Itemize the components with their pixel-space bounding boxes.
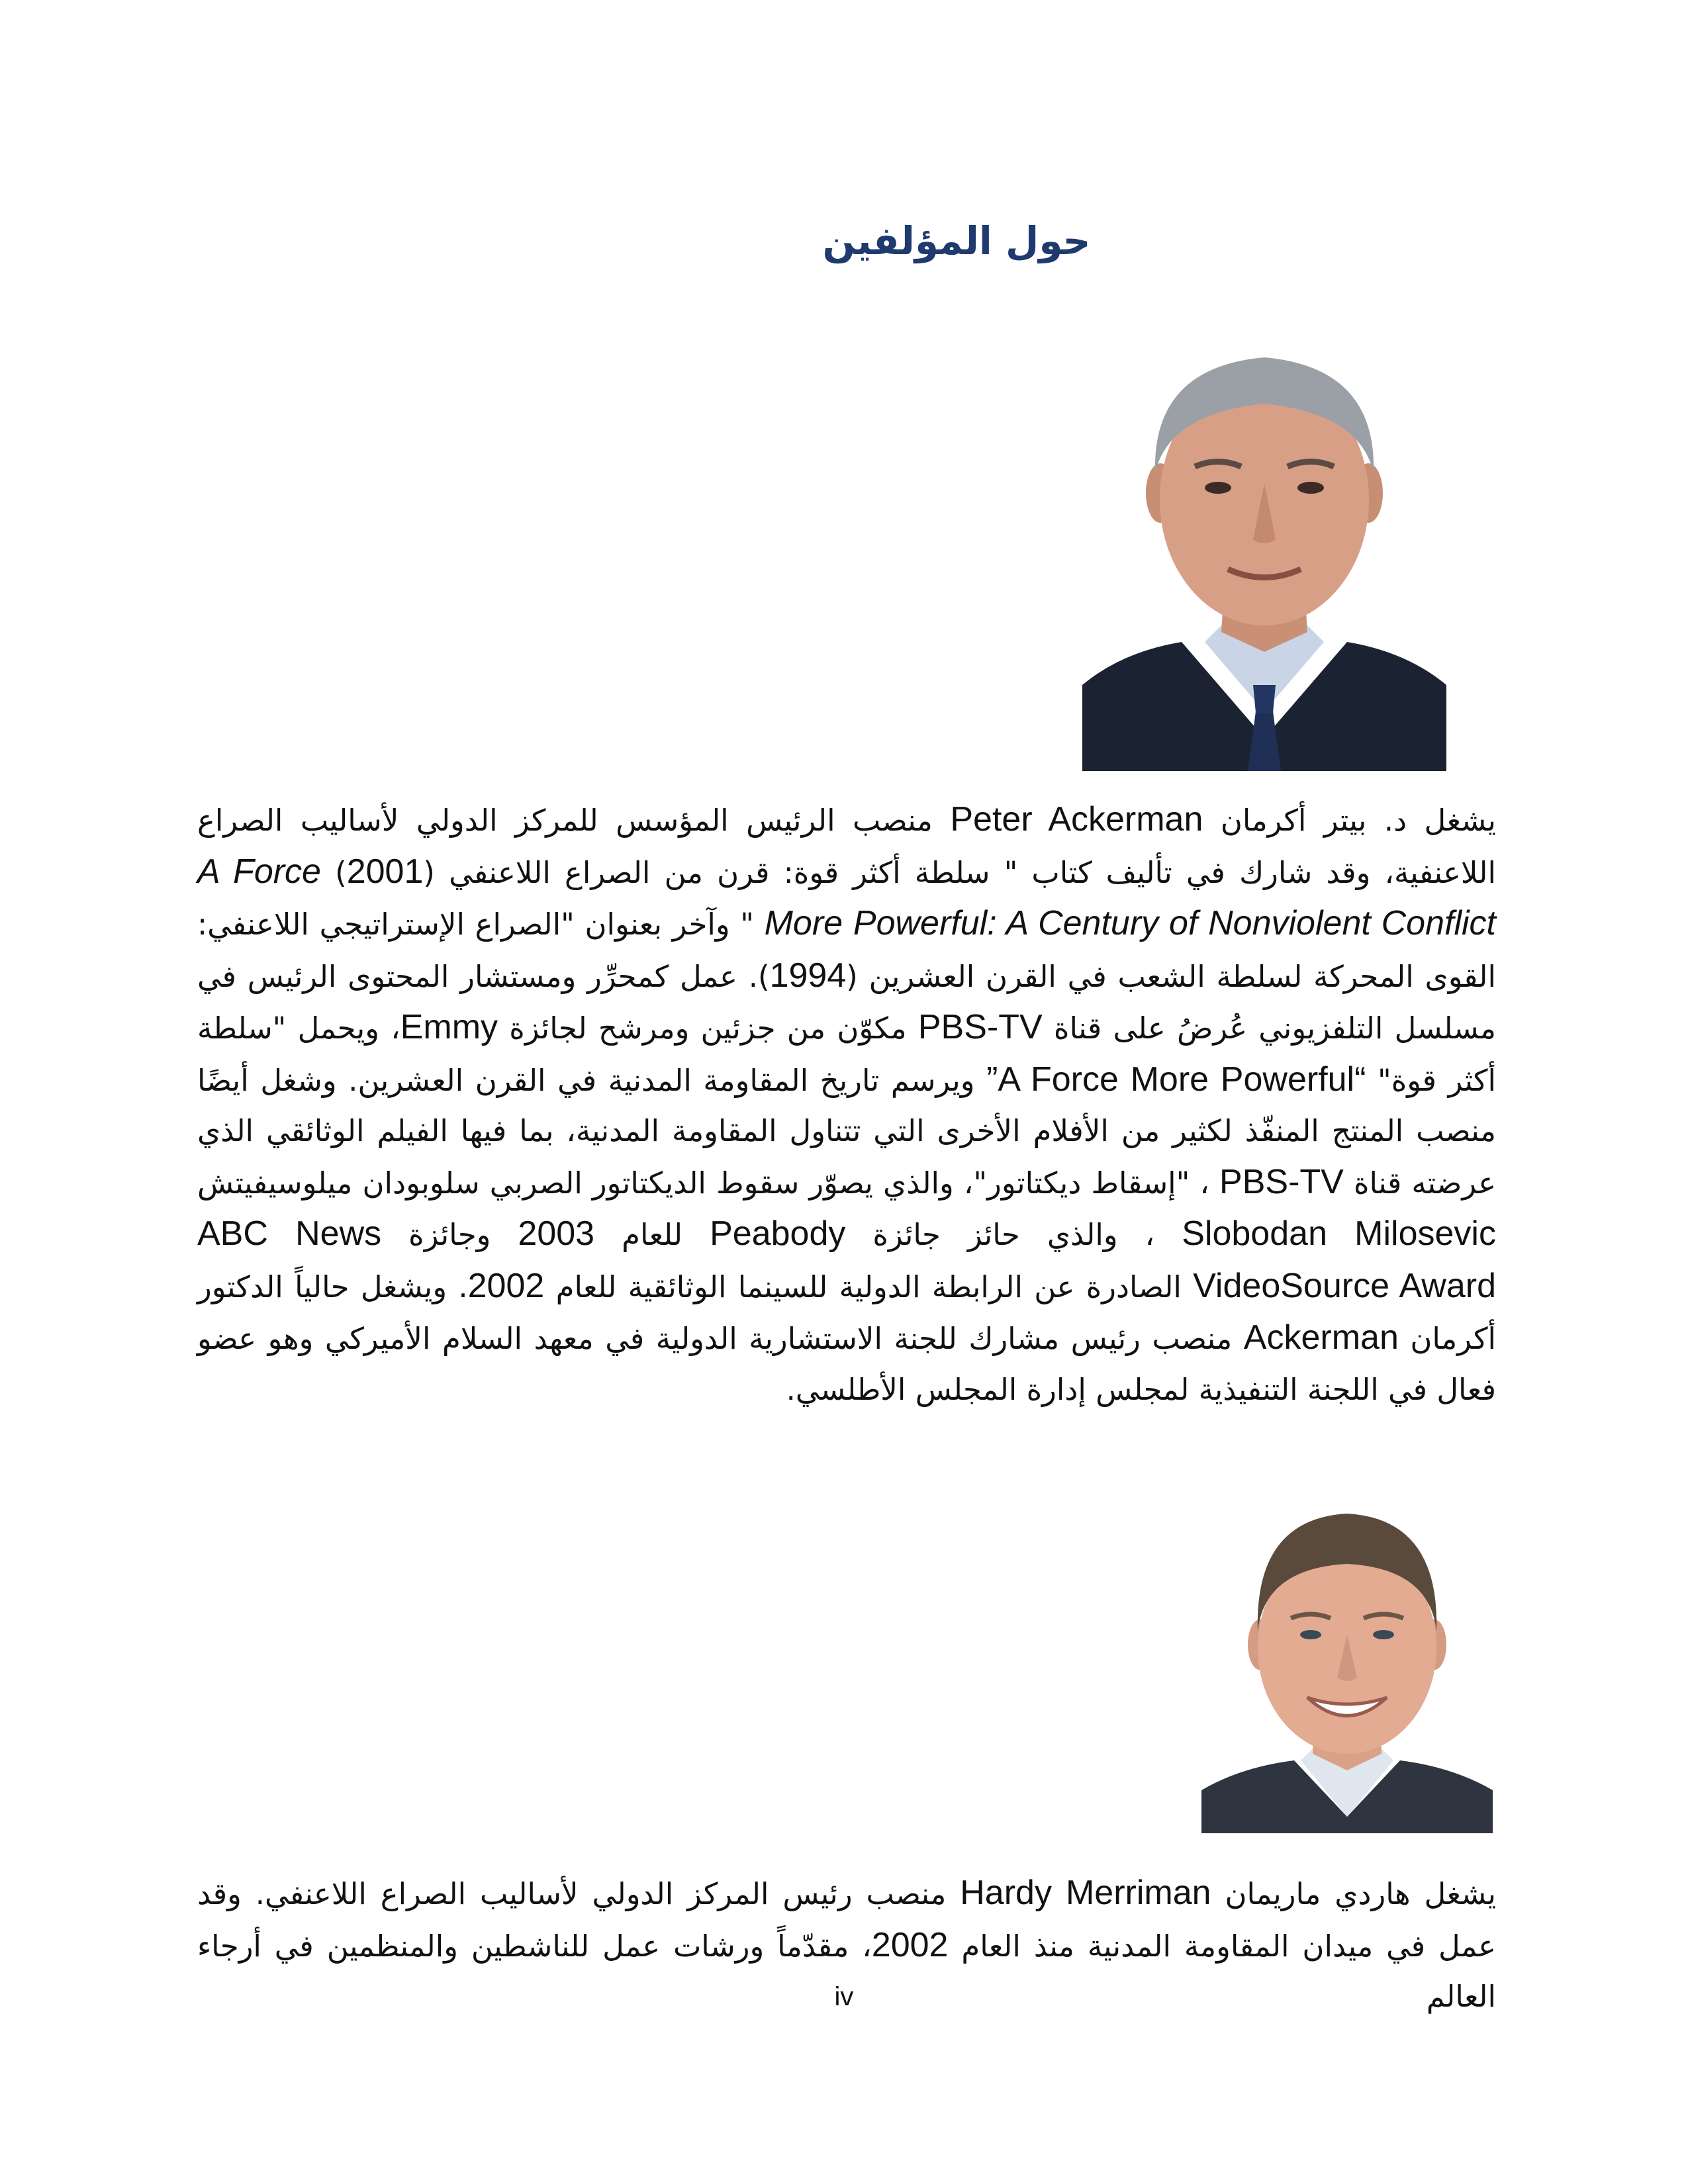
bio-latin-text: “A Force More Powerful” bbox=[986, 1060, 1366, 1099]
bio-latin-text: 2002 bbox=[871, 1925, 949, 1964]
bio-latin-text: Peabody bbox=[710, 1214, 846, 1253]
bio-latin-text: Ackerman bbox=[1243, 1318, 1399, 1357]
bio-latin-text: PBS-TV bbox=[917, 1008, 1043, 1046]
bio-text: ) bbox=[320, 854, 347, 890]
bio-text: ، والذي حائز جائزة bbox=[845, 1217, 1182, 1252]
bio-latin-text: 2002 bbox=[467, 1266, 545, 1305]
bio-text: ، "إسقاط ديكتاتور"، والذي يصوّر سقوط الديكتاتور الصربي سلوبودان ميلوسيفيتش bbox=[197, 1165, 1220, 1201]
bio-latin-text: Peter Ackerman bbox=[950, 800, 1203, 839]
bio-text: يشغل د. بيتر أكرمان bbox=[1203, 803, 1496, 838]
bio-latin-text: PBS-TV bbox=[1219, 1162, 1344, 1201]
bio-latin-text: 1994 bbox=[769, 956, 847, 995]
bio-latin-text: Emmy bbox=[400, 1008, 498, 1046]
bio-text: للعام bbox=[594, 1217, 710, 1252]
author-photo-merriman bbox=[1201, 1506, 1493, 1833]
bio-text: . ويشغل حالياً الدكتور أكرمان bbox=[197, 1269, 1497, 1356]
bio-text: ، مقدّماً ورشات عمل للناشطين والمنظمين في أرجاء العالم bbox=[197, 1928, 1496, 2014]
bio-latin-text: 2003 bbox=[518, 1214, 595, 1253]
page-number: iv bbox=[834, 1982, 854, 2011]
bio-text: منصب رئيس المركز الدولي لأساليب الصراع اللاعنفي. وقد عمل في ميدان المقاومة المدنية منذ العام bbox=[197, 1876, 1496, 1964]
bio-text: يشغل هاردي ماريمان bbox=[1211, 1876, 1496, 1911]
bio-text: وجائزة bbox=[381, 1217, 518, 1252]
bio-text: مكوّن من جزئين ومرشح لجائزة bbox=[498, 1011, 918, 1046]
bio-latin-text: Slobodan Milosevic bbox=[1182, 1214, 1496, 1253]
bio-text: ). عمل كمحرِّر ومستشار المحتوى الرئيس في مسلسل التلفزيوني عُرضُ على قناة bbox=[197, 958, 1496, 1046]
bio-latin-text: A Force More Powerful: A Century of Nonviolent Conflict bbox=[197, 852, 1496, 942]
bio-text: ، ويحمل "سلطة أكثر قوة" bbox=[197, 1011, 1496, 1098]
author-photo-ackerman bbox=[1082, 341, 1446, 771]
bio-text: منصب الرئيس المؤسس للمركز الدولي لأساليب الصراع اللاعنفية، وقد شارك في تأليف كتاب " سلطة أكثر قوة: قرن من الصراع اللاعنفي ( bbox=[197, 803, 1496, 890]
bio-latin-text: ABC News VideoSource Award bbox=[197, 1214, 1496, 1305]
author-bio-ackerman bbox=[197, 794, 1496, 1415]
bio-text: الصادرة عن الرابطة الدولية للسينما الوثائقية للعام bbox=[544, 1269, 1194, 1304]
bio-latin-text: Hardy Merriman bbox=[960, 1874, 1211, 1912]
bio-text: " وآخر بعنوان "الصراع الإستراتيجي اللاعنفي: القوى المحركة لسلطة الشعب في القرن العشرين ( bbox=[197, 907, 1496, 994]
bio-text: منصب رئيس مشارك للجنة الاستشارية الدولية في معهد السلام الأميركي وهو عضو فعال في اللجنة التنفيذية لمجلس إدارة المجلس الأطلسي. bbox=[197, 1321, 1496, 1407]
bio-latin-text: 2001 bbox=[346, 852, 424, 891]
page-title: حول المؤلفين bbox=[822, 218, 1091, 263]
bio-text: ويرسم تاريخ المقاومة المدنية في القرن العشرين. وشغل أيضًا منصب المنتج المنفّذ لكثير من الأفلام الأخرى التي تتناول المقاومة المدنية، بما فيها الفيلم الوثائقي الذي عرضته قناة bbox=[197, 1062, 1496, 1201]
